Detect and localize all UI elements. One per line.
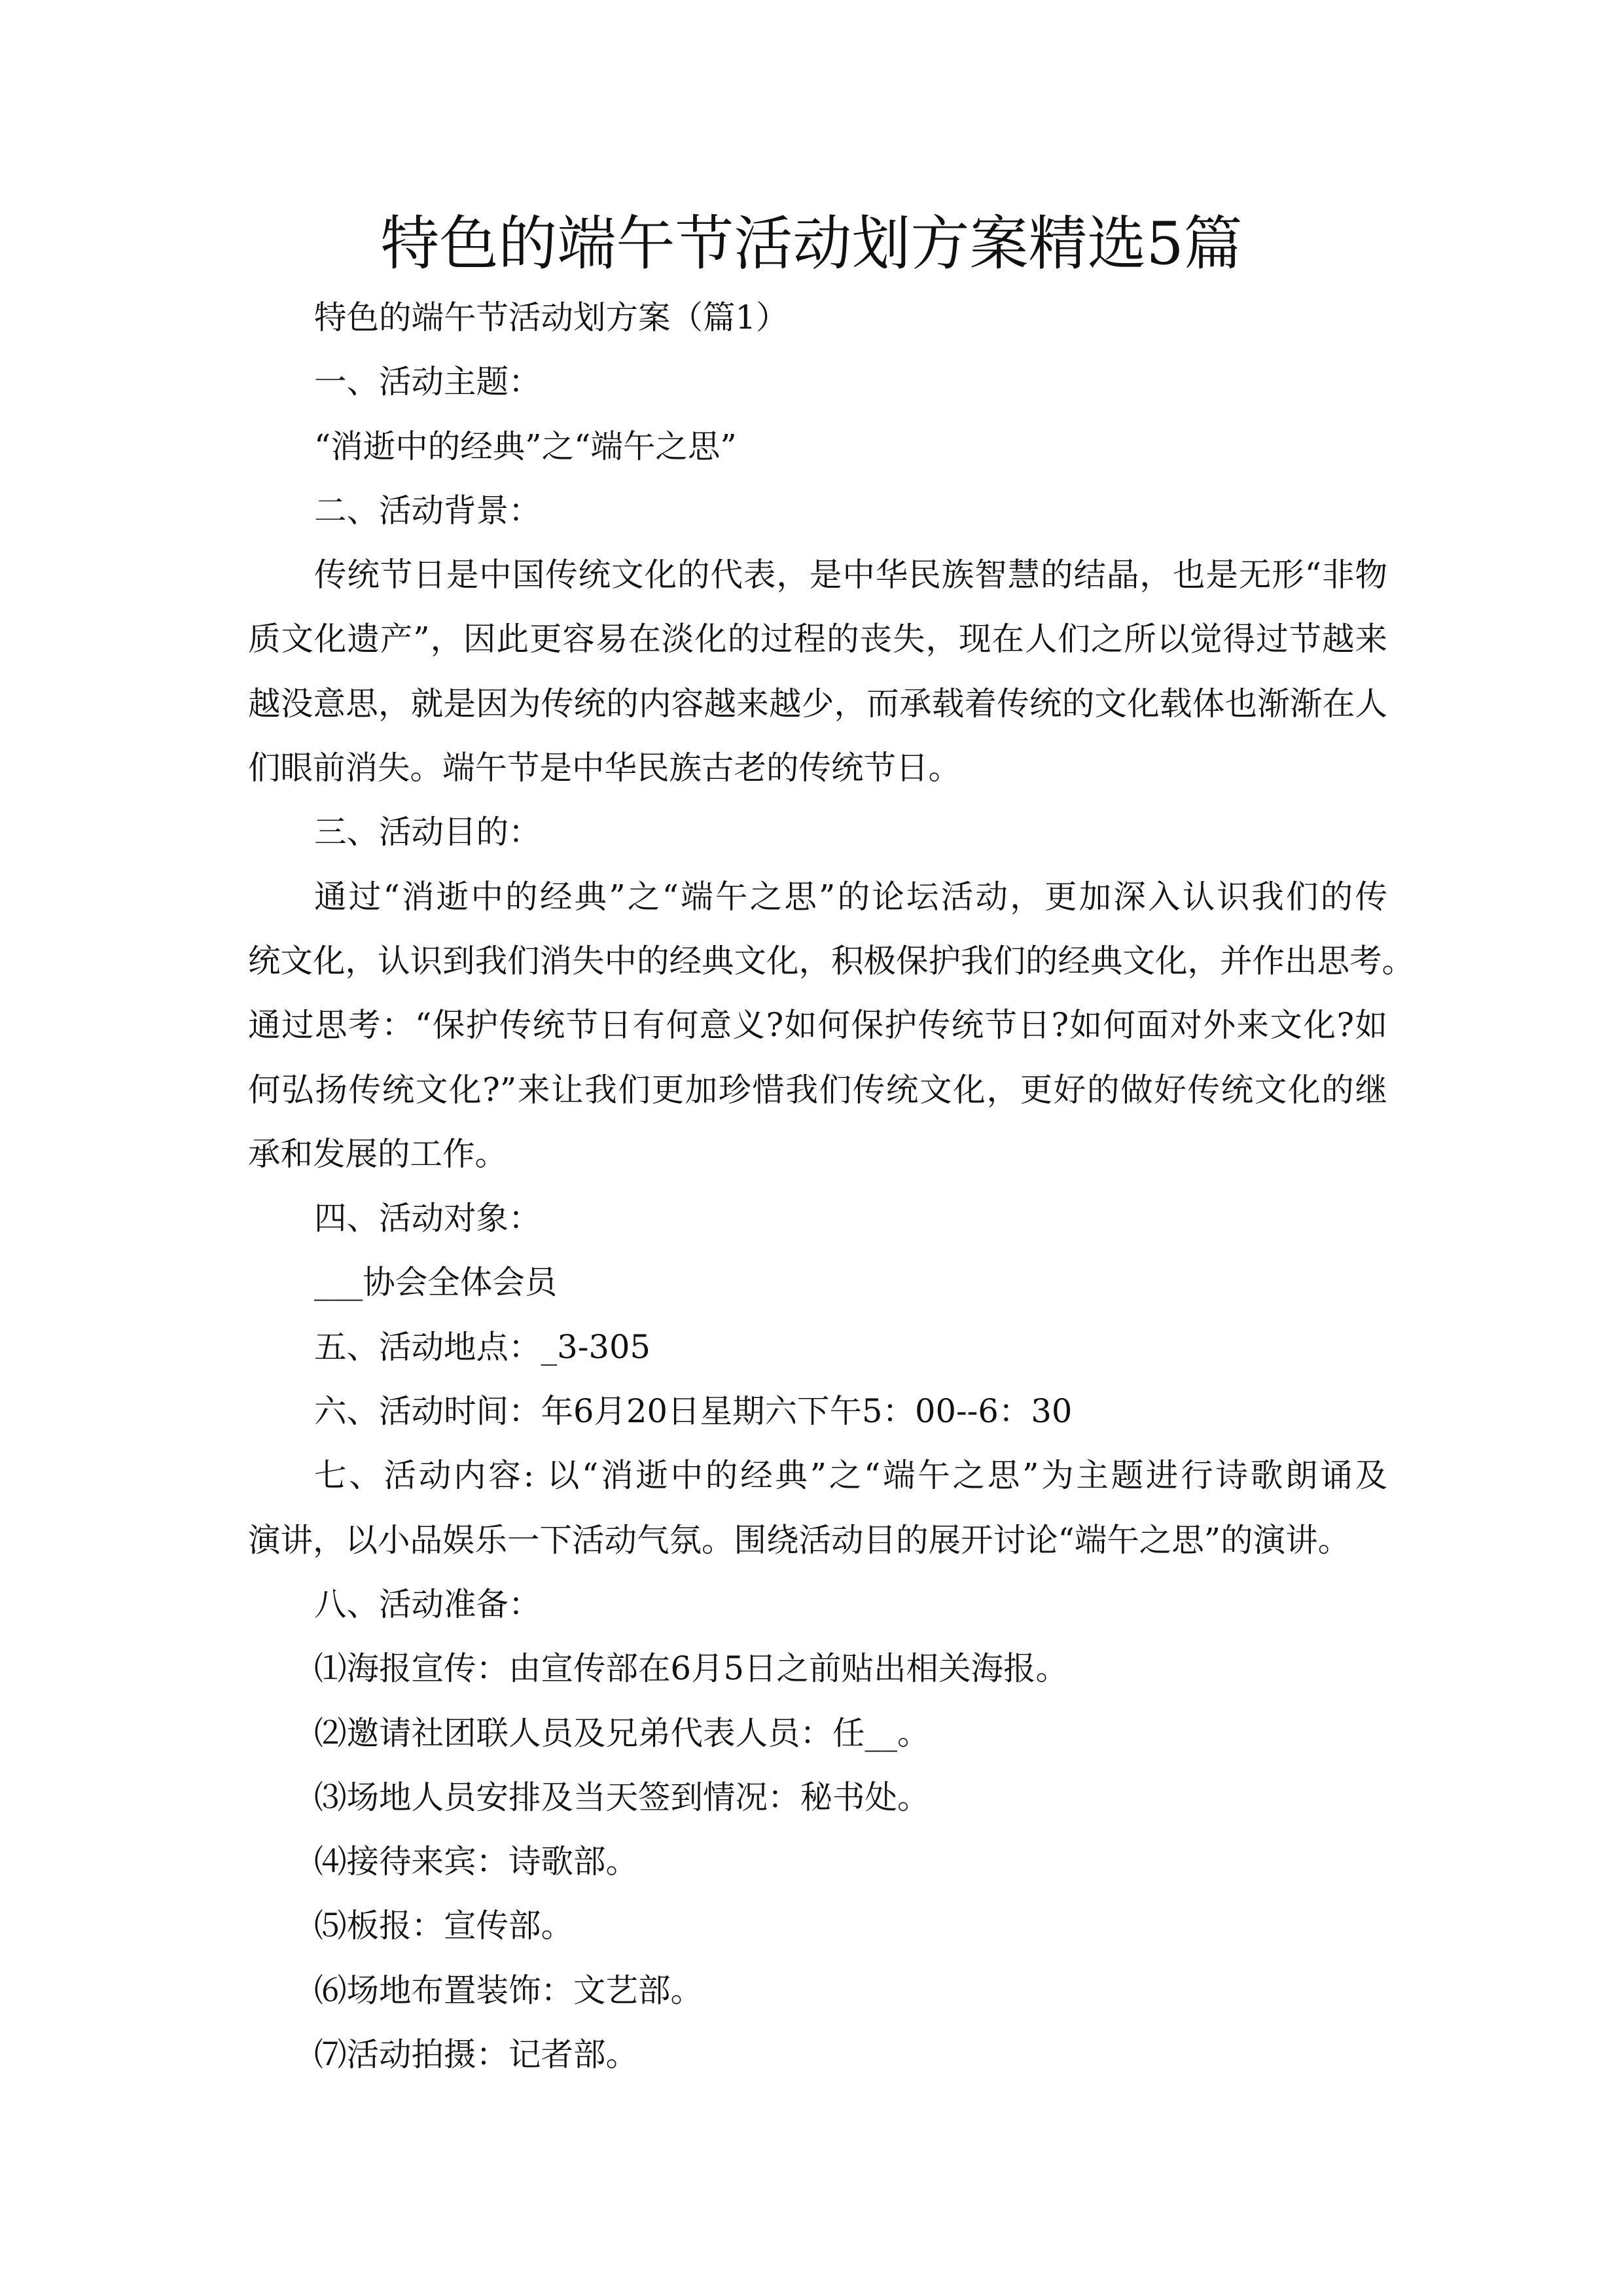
paragraph bbox=[248, 1893, 1387, 1958]
text-line: 越没意思，就是因为传统的内容越来越少，而承载着传统的文化载体也渐渐在人 bbox=[248, 684, 1387, 723]
text-line: 传统节日是中国传统文化的代表，是中华民族智慧的结晶，也是无形“非物 bbox=[314, 556, 1387, 594]
text-line: ___协会全体会员 bbox=[314, 1263, 558, 1302]
text-line: ⑴海报宣传：由宣传部在6月5日之前贴出相关海报。 bbox=[314, 1649, 1068, 1688]
text-line: ⑺活动拍摄：记者部。 bbox=[314, 2036, 638, 2074]
text-line: 二、活动背景： bbox=[314, 491, 541, 529]
text-line: 六、活动时间：年6月20日星期六下午5：00--6：30 bbox=[314, 1392, 1073, 1431]
text-line: 演讲，以小品娱乐一下活动气氛。围绕活动目的展开讨论“端午之思”的演讲。 bbox=[248, 1520, 1351, 1559]
paragraph bbox=[248, 1443, 1387, 1572]
paragraph bbox=[248, 1250, 1387, 1314]
paragraph bbox=[248, 350, 1387, 414]
paragraph bbox=[248, 1765, 1387, 1829]
text-line: 统文化，认识到我们消失中的经典文化，积极保护我们的经典文化，并作出思考。 bbox=[248, 941, 1414, 980]
text-line: 特色的端午节活动划方案（篇1） bbox=[314, 298, 789, 336]
paragraph bbox=[248, 1315, 1387, 1379]
document-body bbox=[248, 285, 1414, 2087]
text-line: ⑹场地布置装饰：文艺部。 bbox=[314, 1971, 703, 2009]
paragraph bbox=[248, 478, 1387, 543]
text-line: 三、活动目的： bbox=[314, 813, 541, 852]
text-line: ⑷接待来宾：诗歌部。 bbox=[314, 1842, 638, 1881]
text-line: ⑵邀请社团联人员及兄弟代表人员：任__。 bbox=[314, 1713, 930, 1752]
paragraph bbox=[248, 800, 1387, 864]
paragraph bbox=[248, 1379, 1387, 1443]
text-line: 何弘扬传统文化?”来让我们更加珍惜我们传统文化，更好的做好传统文化的继 bbox=[248, 1070, 1387, 1109]
paragraph bbox=[248, 1186, 1387, 1250]
paragraph bbox=[248, 1701, 1387, 1765]
paragraph bbox=[248, 1636, 1387, 1700]
text-line: ⑸板报：宣传部。 bbox=[314, 1907, 573, 1945]
text-line: 通过思考：“保护传统节日有何意义?如何保护传统节日?如何面对外来文化?如 bbox=[248, 1006, 1387, 1045]
text-line: 五、活动地点：_3-305 bbox=[314, 1327, 651, 1366]
paragraph bbox=[248, 285, 1387, 350]
text-line: 通过“消逝中的经典”之“端午之思”的论坛活动，更加深入认识我们的传 bbox=[314, 877, 1387, 916]
document-title: 特色的端午节活动划方案精选5篇 bbox=[380, 209, 1243, 278]
text-line: 一、活动主题： bbox=[314, 363, 541, 401]
text-line: 承和发展的工作。 bbox=[248, 1134, 507, 1173]
text-line: 四、活动对象： bbox=[314, 1199, 541, 1238]
paragraph bbox=[248, 1572, 1387, 1636]
paragraph bbox=[248, 1829, 1387, 1893]
text-line: 八、活动准备： bbox=[314, 1585, 541, 1623]
paragraph bbox=[248, 543, 1387, 800]
text-line: ⑶场地人员安排及当天签到情况：秘书处。 bbox=[314, 1778, 930, 1816]
text-line: “消逝中的经典”之“端午之思” bbox=[314, 427, 737, 465]
paragraph bbox=[248, 414, 1387, 478]
text-line: 七、活动内容: 以“消逝中的经典”之“端午之思”为主题进行诗歌朗诵及 bbox=[314, 1456, 1387, 1495]
paragraph bbox=[248, 865, 1414, 1186]
paragraph bbox=[248, 2022, 1387, 2087]
paragraph bbox=[248, 1958, 1387, 2022]
text-line: 质文化遗产”，因此更容易在淡化的过程的丧失，现在人们之所以觉得过节越来 bbox=[248, 620, 1387, 658]
text-line: 们眼前消失。端午节是中华民族古老的传统节日。 bbox=[248, 749, 961, 787]
